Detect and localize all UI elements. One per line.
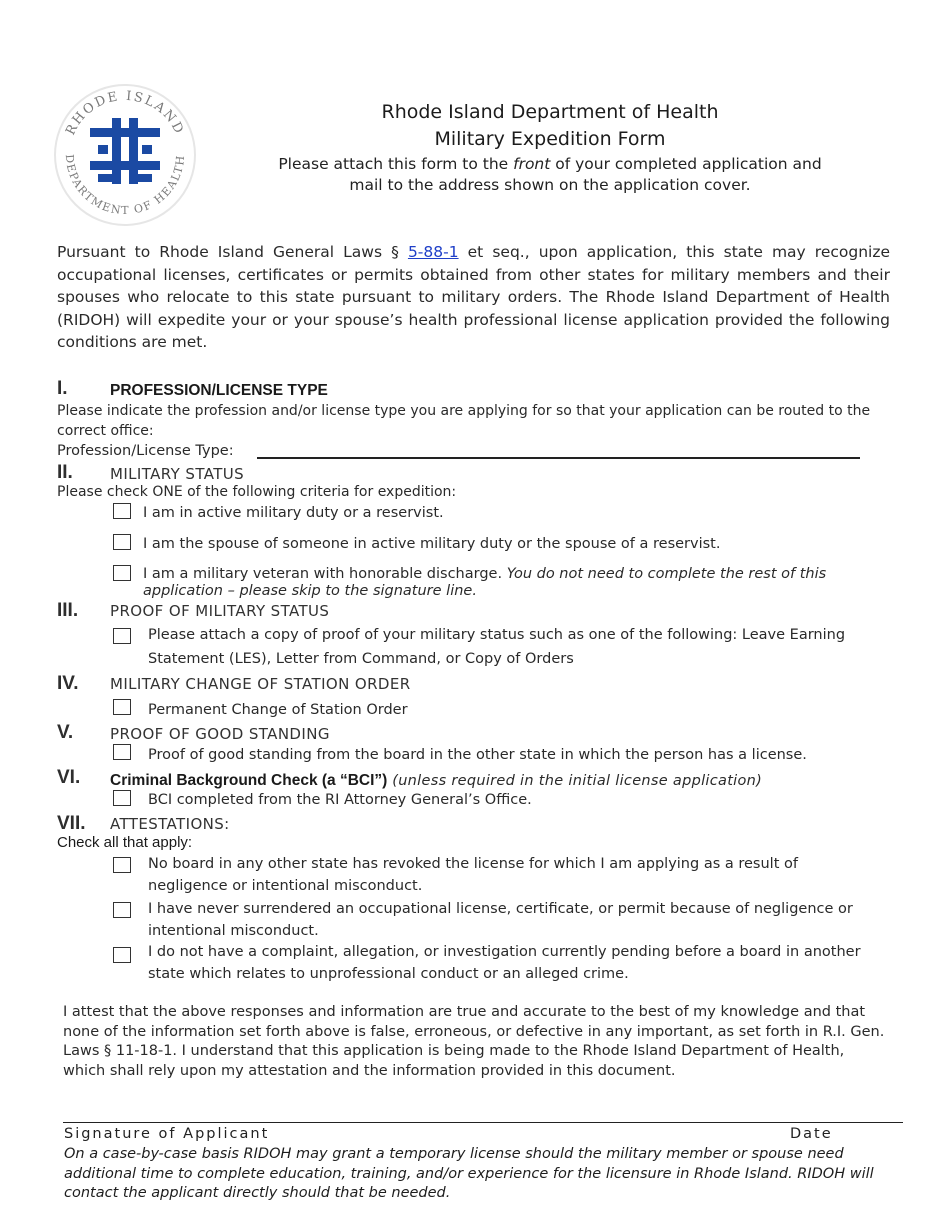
- no-complaint-checkbox[interactable]: [113, 947, 131, 963]
- section-4-number: IV.: [57, 673, 79, 694]
- temporary-license-note: On a case-by-case basis RIDOH may grant a temporary license should the military member or spouse need additional time to complete education, training, and/or experience for the licensure in Rhode Island. RIDOH will contact the applicant directly should that be needed.: [64, 1146, 874, 1201]
- law-link[interactable]: 5-88-1: [407, 243, 459, 261]
- section-2-description: Please check ONE of the following criteria for expedition:: [57, 484, 457, 500]
- section-1-title: PROFESSION/LICENSE TYPE: [110, 382, 328, 399]
- attestation-paragraph: I attest that the above responses and information are true and accurate to the best of my knowledge and that none of the information set forth above is false, erroneous, or defective in any important, as set forth in R.I. Gen. Laws § 11-18-1. I understand that this application is being made to the Rhode Island Department of Health, which shall rely upon my attestation and the information provided in this document.: [63, 1004, 885, 1079]
- active-duty-checkbox[interactable]: [113, 503, 131, 519]
- intro-paragraph: Pursuant to Rhode Island General Laws § 5-88-1 et seq., upon application, this state may recognize occupational licenses, certificates or permits obtained from other states for military members and their spouses who relocate to this state pursuant to military orders. The Rhode Island Department of Health (RIDOH) will expedite your or your spouse’s health professional license application provided the following conditions are met.: [57, 243, 891, 351]
- station-order-checkbox[interactable]: [113, 699, 131, 715]
- svg-text:RHODE ISLAND: RHODE ISLAND: [63, 88, 187, 138]
- military-proof-label: Please attach a copy of proof of your military status such as one of the following: Leave Earning Statement (LES), Letter from Command, or Copy of Orders: [148, 627, 846, 667]
- section-6-title: Criminal Background Check (a “BCI”) (unless required in the initial license application): [110, 772, 763, 789]
- section-3-title: PROOF OF MILITARY STATUS: [110, 602, 330, 620]
- no-surrender-checkbox[interactable]: [113, 902, 131, 918]
- good-standing-label: Proof of good standing from the board in the other state in which the person has a license.: [148, 747, 807, 763]
- section-2-title: MILITARY STATUS: [110, 465, 245, 483]
- station-order-label: Permanent Change of Station Order: [148, 702, 408, 718]
- veteran-checkbox[interactable]: [113, 565, 131, 581]
- military-proof-checkbox[interactable]: [113, 628, 131, 644]
- signature-line[interactable]: [63, 1122, 903, 1123]
- good-standing-checkbox[interactable]: [113, 744, 131, 760]
- svg-text:DEPARTMENT OF HEALTH: DEPARTMENT OF HEALTH: [62, 153, 188, 218]
- veteran-label: I am a military veteran with honorable discharge. You do not need to complete the rest of this application – please skip to the signature line.: [143, 566, 827, 599]
- bci-label: BCI completed from the RI Attorney General’s Office.: [148, 792, 532, 808]
- section-6-number: VI.: [57, 767, 81, 788]
- no-complaint-label: I do not have a complaint, allegation, or investigation currently pending before a board in another state which relates to unprofessional conduct or an alleged crime.: [148, 944, 861, 982]
- form-title: Military Expedition Form: [434, 128, 666, 150]
- department-title: Rhode Island Department of Health: [381, 101, 719, 123]
- bci-checkbox[interactable]: [113, 790, 131, 806]
- no-revocation-checkbox[interactable]: [113, 857, 131, 873]
- date-label: Date: [790, 1126, 833, 1142]
- spouse-label: I am the spouse of someone in active military duty or the spouse of a reservist.: [143, 536, 721, 552]
- section-4-title: MILITARY CHANGE OF STATION ORDER: [110, 675, 411, 693]
- section-7-description: Check all that apply:: [57, 834, 193, 851]
- no-revocation-label: No board in any other state has revoked the license for which I am applying as a result of negligence or intentional misconduct.: [148, 856, 798, 894]
- section-1-description: Please indicate the profession and/or license type you are applying for so that your application can be routed to the correct office:: [57, 403, 871, 439]
- no-surrender-label: I have never surrendered an occupational license, certificate, or permit because of negligence or intentional misconduct.: [148, 901, 853, 939]
- section-5-title: PROOF OF GOOD STANDING: [110, 725, 330, 743]
- spouse-checkbox[interactable]: [113, 534, 131, 550]
- header-instructions: Please attach this form to the front of your completed application and mail to the address shown on the application cover.: [278, 155, 822, 194]
- section-3-number: III.: [57, 600, 79, 621]
- section-7-number: VII.: [57, 813, 86, 834]
- section-1-number: I.: [57, 378, 68, 399]
- signature-label: Signature of Applicant: [64, 1126, 270, 1142]
- section-7-title: ATTESTATIONS:: [110, 815, 230, 833]
- section-5-number: V.: [57, 722, 74, 743]
- active-duty-label: I am in active military duty or a reservist.: [143, 505, 444, 521]
- section-2-number: II.: [57, 462, 73, 483]
- profession-field[interactable]: [257, 457, 860, 459]
- profession-field-label: Profession/License Type:: [57, 443, 234, 459]
- ridoh-seal-logo: [52, 82, 198, 228]
